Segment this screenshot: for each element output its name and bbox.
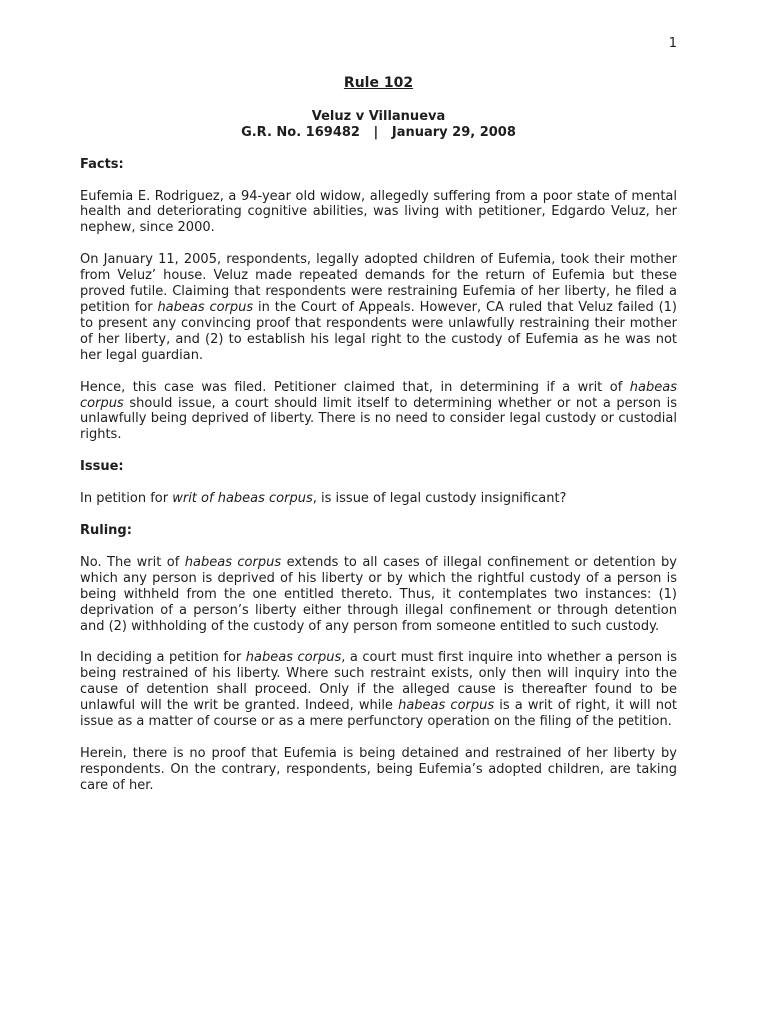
latin-term-italic: habeas corpus: [398, 698, 495, 714]
text-segment: extends to all cases of illegal confinement or detention by which any person is deprived of his liberty or by which the rightful custody of a person is being withheld from the one entitled thereto. Thus, it contemplates two instances: (1) deprivation of a person’s liberty either through illegal confinement or through detention and (2) withholding of the custody of any person from someone entitled to such custody.: [80, 554, 677, 634]
text-segment: Eufemia E. Rodriguez, a 94-year old widow, allegedly suffering from a poor state of mental health and deteriorating cognitive abilities, was living with petitioner, Edgardo Veluz, her nephew, since 2000.: [80, 188, 677, 236]
paragraph: [80, 746, 677, 794]
paragraph: [80, 650, 677, 730]
paragraph: [80, 252, 677, 363]
paragraph: [80, 555, 677, 635]
text-segment: , a court must first inquire into whether a person is being restrained of his liberty. Where such restraint exists, only then will inquiry into the cause of detention shall proceed. Only if the alleged cause is thereafter found to be unlawful will the writ be granted. Indeed, while: [80, 650, 677, 714]
section-heading-facts: Facts:: [80, 156, 124, 172]
latin-term-italic: writ of habeas corpus: [172, 491, 313, 507]
text-segment: In deciding a petition for: [80, 650, 246, 666]
paragraph: [80, 189, 677, 237]
paragraph: [80, 380, 677, 444]
section-ruling: [80, 523, 677, 794]
section-facts: [80, 157, 677, 444]
latin-term-italic: habeas corpus: [80, 379, 677, 411]
document-title: Rule 102: [343, 74, 414, 91]
text-segment: Herein, there is no proof that Eufemia is being detained and restrained of her liberty by respondents. On the contrary, respondents, being Eufemia’s adopted children, are taking care of her.: [80, 746, 677, 793]
text-segment: is a writ of right, it will not issue as a matter of course or as a mere perfunctory operation on the filing of the petition.: [80, 698, 677, 730]
case-name: Veluz v Villanueva: [311, 108, 446, 124]
section-heading-ruling: Ruling:: [80, 523, 132, 539]
section-issue: [80, 459, 677, 507]
case-header: [80, 109, 677, 141]
latin-term-italic: habeas corpus: [157, 299, 254, 315]
text-segment: In petition for: [80, 491, 173, 507]
latin-term-italic: habeas corpus: [245, 650, 342, 666]
paragraph: [80, 491, 677, 507]
case-citation: G.R. No. 169482 | January 29, 2008: [241, 124, 516, 140]
text-segment: No. The writ of: [80, 554, 185, 570]
text-segment: Hence, this case was filed. Petitioner claimed that, in determining if a writ of: [80, 379, 630, 395]
text-segment: , is issue of legal custody insignificant?: [312, 491, 567, 507]
text-segment: On January 11, 2005, respondents, legally adopted children of Eufemia, took their mother from Veluz’ house. Veluz made repeated demands for the return of Eufemia but these proved futile. Claiming that respondents were restraining Eufemia of her liberty, he filed a petition for: [80, 252, 677, 315]
section-heading-issue: Issue:: [80, 459, 124, 475]
text-segment: in the Court of Appeals. However, CA ruled that Veluz failed (1) to present any convincing proof that respondents were unlawfully restraining their mother of her liberty, and (2) to establish his legal right to the custody of Eufemia as he was not her legal guardian.: [80, 299, 677, 363]
text-segment: should issue, a court should limit itself to determining whether or not a person is unlawfully being deprived of liberty. There is no need to consider legal custody or custodial rights.: [80, 395, 677, 443]
page-number: 1: [668, 36, 677, 51]
latin-term-italic: habeas corpus: [184, 554, 282, 570]
